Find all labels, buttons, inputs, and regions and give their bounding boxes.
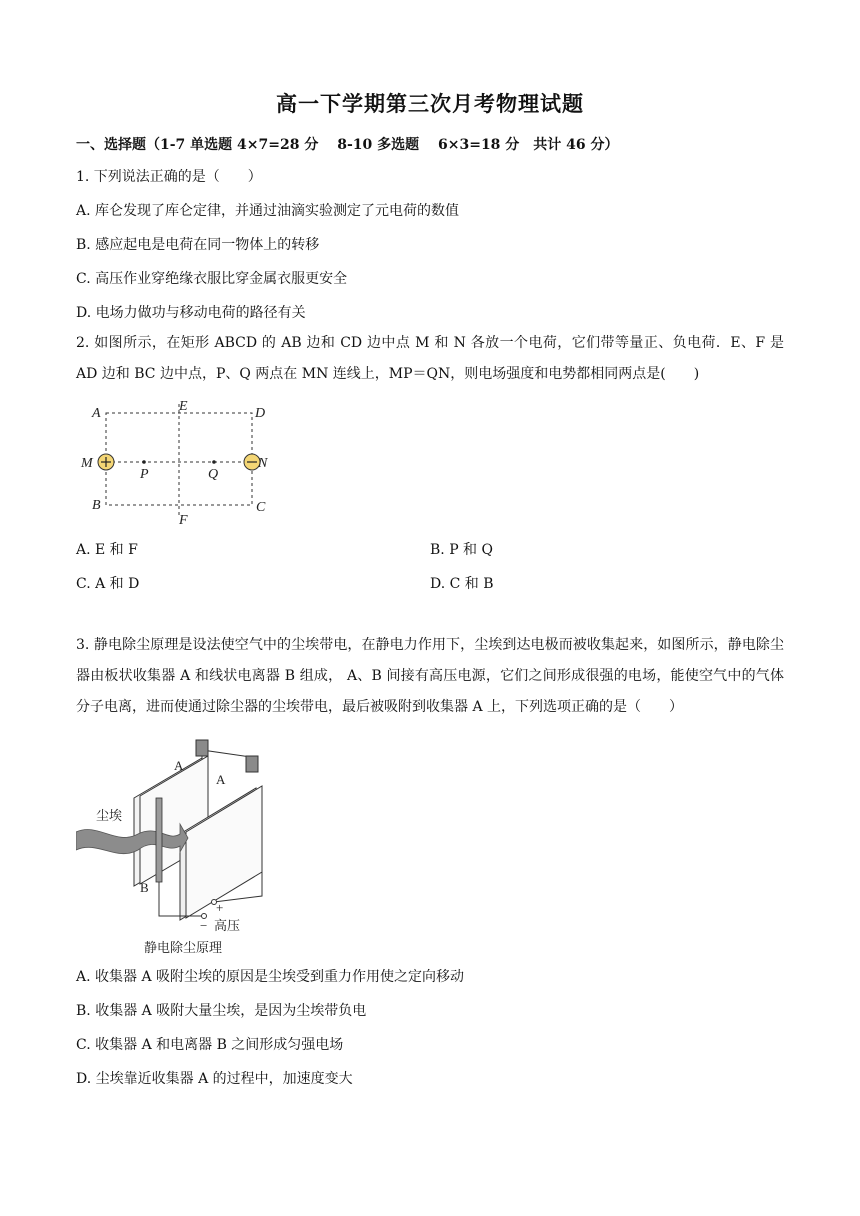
page-title: 高一下学期第三次月考物理试题	[276, 91, 584, 116]
label-b: B	[92, 498, 101, 513]
figure-caption: 静电除尘原理	[144, 940, 223, 955]
q2-option-b: B. P 和 Q	[430, 542, 493, 558]
q2-option-d: D. C 和 B	[430, 576, 494, 592]
label-e: E	[179, 399, 188, 414]
label-d: D	[255, 406, 266, 421]
q1-option-d: D. 电场力做功与移动电荷的路径有关	[76, 305, 306, 321]
q2-rectangle-figure	[78, 398, 288, 530]
q1-option-c: C. 高压作业穿绝缘衣服比穿金属衣服更安全	[76, 271, 348, 287]
label-m: M	[81, 456, 93, 471]
q1-stem: 1. 下列说法正确的是（ ）	[76, 169, 262, 185]
q3-stem: 3. 静电除尘原理是设法使空气中的尘埃带电，在静电力作用下，尘埃到达电极而被收集起来，如图所示，静电除尘器由板状收集器 A 和线状电离器 B 组成， A、B 间接有高压电源，它们之间形成很强的电场，能使空气中的气体分子电离，进而使通过除尘器的尘埃带电，最后被吸附到收集器 A 上，下列选项正确的是（ ）	[76, 637, 784, 715]
section-heading: 一、选择题（1-7 单选题 4×7=28 分 8-10 多选题 6×3=18 分 共计 46 分）	[76, 137, 619, 153]
positive-charge-icon	[98, 454, 114, 470]
q2-stem: 2. 如图所示，在矩形 ABCD 的 AB 边和 CD 边中点 M 和 N 各放一个电荷，它们带等量正、负电荷．E、F 是 AD 边和 BC 边中点，P、Q 两点在 MN 连线上，MP＝QN，则电场强度和电势都相同两点是( )	[76, 335, 784, 382]
label-q: Q	[208, 467, 219, 482]
label-c: C	[256, 500, 266, 515]
label-a: A	[92, 406, 101, 421]
point-p-dot	[142, 460, 146, 464]
q3-option-b: B. 收集器 A 吸附大量尘埃，是因为尘埃带负电	[76, 1003, 367, 1019]
point-q-dot	[212, 460, 216, 464]
q1-option-a: A. 库仑发现了库仑定律，并通过油滴实验测定了元电荷的数值	[76, 203, 460, 219]
q2-option-c: C. A 和 D	[76, 576, 140, 592]
q3-option-d: D. 尘埃靠近收集器 A 的过程中，加速度变大	[76, 1071, 353, 1087]
q3-precipitator-figure	[76, 736, 286, 958]
high-voltage-label: 高压	[214, 918, 241, 933]
q3-option-a: A. 收集器 A 吸附尘埃的原因是尘埃受到重力作用使之定向移动	[76, 969, 465, 985]
ionizer-label-b: B	[140, 880, 149, 895]
collector-label-a1: A	[174, 758, 184, 773]
ionizer-wire	[156, 798, 162, 882]
collector-label-a2: A	[216, 772, 226, 787]
q1-option-b: B. 感应起电是电荷在同一物体上的转移	[76, 237, 320, 253]
q3-option-c: C. 收集器 A 和电离器 B 之间形成匀强电场	[76, 1037, 344, 1053]
label-n: N	[258, 456, 268, 471]
plus-sign: +	[216, 900, 224, 915]
minus-sign: −	[200, 918, 208, 933]
label-p: P	[140, 467, 149, 482]
label-f: F	[179, 513, 188, 528]
q2-option-a: A. E 和 F	[76, 542, 138, 558]
dust-label: 尘埃	[96, 808, 123, 823]
